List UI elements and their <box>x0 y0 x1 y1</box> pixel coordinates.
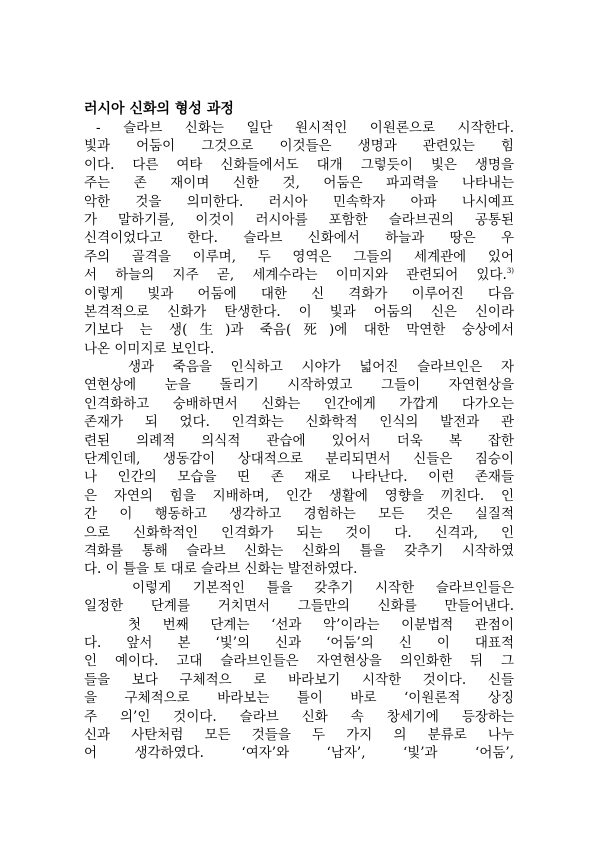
text-line-content: 을 구체적으로 바라보는 틀이 바로 ‘이원론적 상징 <box>84 690 514 707</box>
text-line <box>84 229 514 247</box>
text-line <box>84 597 514 615</box>
text-line <box>84 248 514 266</box>
text-line-content: 연현상에 눈을 돌리기 시작하였고 그들이 자연현상을 <box>84 377 514 394</box>
text-line-content: 서 하늘의 지주 곧, 세계수라는 이미지와 관련되어 있다. <box>84 267 507 284</box>
text-line <box>84 376 514 394</box>
text-line-content: 주 의’인 것이다. 슬라브 신화 속 창세기에 등장하는 <box>84 708 514 725</box>
text-line-content: 나온 이미지로 보인다. <box>84 340 215 357</box>
text-line-content: 이렇게 기본적인 틀을 갖추기 시작한 슬라브인들은 <box>132 579 514 596</box>
text-line <box>84 413 514 431</box>
text-line <box>84 321 514 339</box>
text-line-content: 인격화하고 숭배하면서 신화는 인간에게 가깝게 다가오는 <box>84 395 514 412</box>
text-line <box>84 450 514 468</box>
text-line <box>84 652 514 670</box>
text-line-content: 일정한 단계를 거치면서 그들만의 신화를 만들어낸다. <box>84 598 514 615</box>
text-line-content: 들을 보다 구체적으 로 바라보기 시작한 것이다. 신들 <box>84 671 514 688</box>
text-line-content: 련된 의례적 의식적 관습에 있어서 더욱 복 잡한 <box>84 432 514 449</box>
text-line-content: 기보다 는 생(生)과 죽음(死)에 대한 막연한 숭상에서 <box>84 322 514 339</box>
text-line-content: 신격이었다고 한다. 슬라브 신화에서 하늘과 땅은 우 <box>84 230 514 247</box>
text-line-content: - 슬라브 신화는 일단 원시적인 이원론으로 시작한다. <box>96 120 514 136</box>
text-line-content: 단계인데, 생동감이 상대적으로 분리되면서 신들은 짐승이 <box>84 451 514 468</box>
section-heading: 러시아 신화의 형성 과정 <box>84 101 234 117</box>
text-line <box>84 119 514 137</box>
text-line-content: 간 이 행동하고 생각하고 경험하는 모든 것은 실질적 <box>84 506 514 523</box>
text-line <box>84 211 514 229</box>
text-line <box>84 505 514 523</box>
text-line <box>84 726 514 744</box>
text-line-content: 이다. 다른 여타 신화들에서도 대개 그렇듯이 빛은 생명을 <box>84 156 514 173</box>
text-line <box>84 634 514 652</box>
text-line-content: 본격적으로 신화가 탄생한다. 이 빛과 어둠의 신은 신이라 <box>84 303 514 320</box>
text-line <box>84 468 514 486</box>
text-line <box>84 395 514 413</box>
text-line-content: 빛과 어둠이 그것으로 이것들은 생명과 관련있는 힘 <box>84 138 514 155</box>
text-line <box>84 358 514 376</box>
text-line <box>84 560 514 578</box>
text-line <box>84 689 514 707</box>
text-line-content: 가 말하기를, 이것이 러시아를 포함한 슬라브권의 공통된 <box>84 211 514 228</box>
text-line <box>84 524 514 542</box>
text-line <box>84 303 514 321</box>
text-line-content: 어 생각하였다. ‘여자’와 ‘남자’, ‘빛’과 ‘어둠’, <box>84 745 514 762</box>
text-line-content: 으로 신화학적인 인격화가 되는 것이 다. 신격과, 인 <box>84 524 514 541</box>
text-line-content: 이렇게 빛과 어둠에 대한 신 격화가 이루어진 다음 <box>84 285 514 302</box>
text-line-content: 생과 죽음을 인식하고 시야가 넓어진 슬라브인은 자 <box>128 359 514 376</box>
text-line <box>84 542 514 560</box>
text-line-content: 은 자연의 힘을 지배하며, 인간 생활에 영향을 끼친다. 인 <box>84 487 514 504</box>
text-line <box>84 174 514 192</box>
text-line-content: 주는 존 재이며 신한 것, 어둠은 파괴력을 나타내는 <box>84 175 514 192</box>
text-line <box>84 744 514 762</box>
text-line <box>84 193 514 211</box>
text-line-content: 주의 골격을 이루며, 두 영역은 그들의 세계관에 있어 <box>84 248 514 265</box>
text-line <box>84 708 514 726</box>
text-line <box>84 616 514 634</box>
text-line <box>84 432 514 450</box>
text-line-content: 격화를 통해 슬라브 신화는 신화의 틀을 갖추기 시작하였 <box>84 542 514 559</box>
text-line <box>84 579 514 597</box>
text-line-content: 다. 앞서 본 ‘빛’의 신과 ‘어둠’의 신 이 대표적 <box>84 634 514 651</box>
text-line <box>84 671 514 689</box>
footnote-marker: 3) <box>506 267 514 276</box>
text-line <box>84 137 514 155</box>
text-line <box>84 340 514 358</box>
text-line-content: 신과 사탄처럼 모든 것들을 두 가지 의 분류로 나누 <box>84 726 514 743</box>
text-line <box>84 266 514 284</box>
text-line <box>84 156 514 174</box>
body-text <box>84 119 514 763</box>
text-line-content: 악한 것을 의미한다. 러시아 민속학자 아파 나시예프 <box>84 193 514 210</box>
text-line-content: 첫 번째 단계는 ‘선과 악’이라는 이분법적 관점이 <box>128 616 514 633</box>
text-line-content: 인 예이다. 고대 슬라브인들은 자연현상을 의인화한 뒤 그 <box>84 653 514 670</box>
text-line-content: 다. 이 틀을 토 대로 슬라브 신화는 발전하였다. <box>84 561 358 578</box>
text-line <box>84 487 514 505</box>
text-line <box>84 285 514 303</box>
text-line-content: 나 인간의 모습을 띤 존 재로 나타난다. 이런 존재들 <box>84 469 514 486</box>
text-line-content: 존재가 되 었다. 인격화는 신화학적 인식의 발전과 관 <box>84 414 514 431</box>
